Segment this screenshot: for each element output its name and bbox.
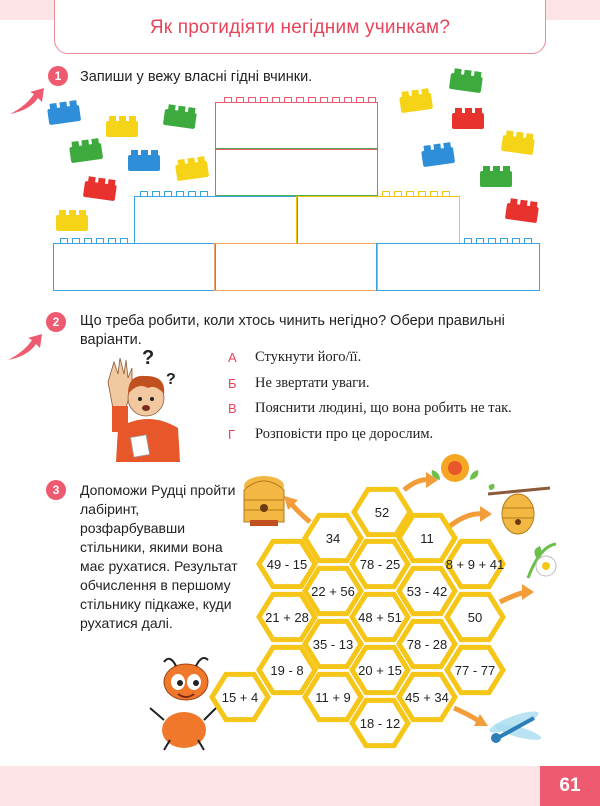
ant-character-icon: [150, 658, 216, 750]
page-title: Як протидіяти негідним учинкам?: [149, 17, 451, 38]
honeycomb-cell-label: 21 + 28: [265, 610, 309, 625]
honeycomb-cell[interactable]: [399, 515, 455, 560]
honeycomb-cell[interactable]: [352, 594, 408, 639]
lego-brick-icon: [449, 68, 483, 93]
honeycomb-cell[interactable]: [352, 700, 408, 745]
honeycomb-cell-label: 8 + 9 + 41: [445, 557, 505, 572]
question-mark-icon: ?: [166, 371, 176, 388]
lego-brick-icon: [69, 138, 103, 163]
lego-brick-icon: [47, 100, 81, 125]
honeycomb-cell-label: 78 - 25: [359, 557, 401, 572]
honeycomb-cell-label: 52: [374, 505, 390, 520]
lego-brick-icon: [83, 176, 117, 201]
honeycomb-cell-label: 77 - 77: [454, 663, 496, 678]
honeycomb-cell-label: 18 - 12: [359, 716, 401, 731]
task-1-text: Запиши у вежу власні гідні вчинки.: [80, 69, 313, 85]
honeycomb-cell-label: 19 - 8: [270, 663, 304, 678]
honeycomb-cell[interactable]: [259, 541, 315, 586]
task-2-text: Що треба робити, коли хтось чинить негідно? Обери правильні варіанти.: [80, 313, 505, 348]
honeycomb-cell[interactable]: [305, 515, 361, 560]
honeycomb-cell[interactable]: [354, 489, 410, 534]
lego-brick-icon: [175, 156, 209, 181]
honeycomb-cell-label: 15 + 4: [221, 690, 259, 705]
honeycomb-cell-label: 49 - 15: [266, 557, 308, 572]
beehive-icon: [244, 476, 284, 526]
honeycomb-cell[interactable]: [352, 541, 408, 586]
honeycomb-cell[interactable]: [399, 568, 455, 613]
honeycomb-cell[interactable]: [212, 674, 268, 719]
lego-brick-icon: [505, 198, 539, 223]
honeycomb-cell-label: 45 + 34: [405, 690, 449, 705]
thinking-boy-illustration: [98, 344, 198, 462]
tower-block-left[interactable]: [134, 196, 298, 244]
option-b[interactable]: Б Не звертати уваги.: [228, 375, 370, 391]
honeycomb-cell[interactable]: [259, 594, 315, 639]
lego-brick-icon: [56, 210, 88, 231]
tower-block-base-right[interactable]: [376, 243, 540, 291]
honeycomb-cell[interactable]: [447, 594, 503, 639]
honeycomb-maze: [0, 450, 600, 760]
honeycomb-cell[interactable]: [399, 674, 455, 719]
tower-block-base-left[interactable]: [53, 243, 216, 291]
task-3-text: Допоможи Рудці пройти лабіринт, розфарбувавши стільники, якими вона має рухатися. Результат обчислення в першому стільнику підкаже, куди рухатися далі.: [80, 482, 238, 631]
option-a[interactable]: А Стукнути його/її.: [228, 349, 362, 365]
flower-icon: [432, 454, 479, 482]
lego-brick-icon: [421, 142, 455, 167]
honeycomb-cell[interactable]: [399, 621, 455, 666]
footer-band: [0, 766, 600, 806]
honeycomb-cell[interactable]: [352, 647, 408, 692]
honeycomb-cell[interactable]: [305, 568, 361, 613]
pointer-arrow-icon: [6, 332, 48, 364]
question-mark-icon: ?: [142, 347, 155, 369]
task-number-3: 3: [46, 480, 66, 500]
tower-block-second[interactable]: [215, 148, 378, 196]
lego-brick-icon: [399, 88, 433, 113]
lego-brick-icon: [128, 150, 160, 171]
honeycomb-cell-label: 20 + 15: [358, 663, 402, 678]
honeycomb-cell[interactable]: [305, 674, 361, 719]
dragonfly-icon: [488, 707, 543, 743]
lego-brick-icon: [163, 104, 197, 129]
honeycomb-cell[interactable]: [259, 647, 315, 692]
honeycomb-cell-label: 48 + 51: [358, 610, 402, 625]
hanging-beehive-icon: [488, 484, 550, 534]
honeycomb-cell-label: 34: [325, 531, 341, 546]
lego-brick-icon: [452, 108, 484, 129]
tower-block-base-middle[interactable]: [214, 243, 378, 291]
honeycomb-cell-label: 50: [467, 610, 483, 625]
honeycomb-cell-label: 35 - 13: [312, 637, 354, 652]
daisy-icon: [528, 544, 556, 578]
honeycomb-cell[interactable]: [447, 647, 503, 692]
honeycomb-cell-label: 11 + 9: [315, 690, 351, 705]
honeycomb-cell[interactable]: [446, 541, 505, 586]
lego-brick-icon: [106, 116, 138, 137]
lego-brick-icon: [480, 166, 512, 187]
honeycomb-cell-label: 53 - 42: [406, 584, 448, 599]
honeycomb-cell[interactable]: [305, 621, 361, 666]
honeycomb-cell-label: 11: [420, 531, 434, 546]
honeycomb-cell-label: 22 + 56: [311, 584, 355, 599]
page-number: 61: [540, 766, 600, 806]
lego-brick-icon: [501, 130, 535, 155]
honeycomb-cell-label: 78 - 28: [406, 637, 448, 652]
tower-block-top[interactable]: [215, 102, 378, 150]
tower-block-right[interactable]: [296, 196, 460, 244]
task-number-1: 1: [48, 66, 68, 86]
option-c[interactable]: В Пояснити людині, що вона робить не так.: [228, 400, 512, 416]
task-number-2: 2: [46, 312, 66, 332]
option-d[interactable]: Г Розповісти про це дорослим.: [228, 426, 434, 442]
